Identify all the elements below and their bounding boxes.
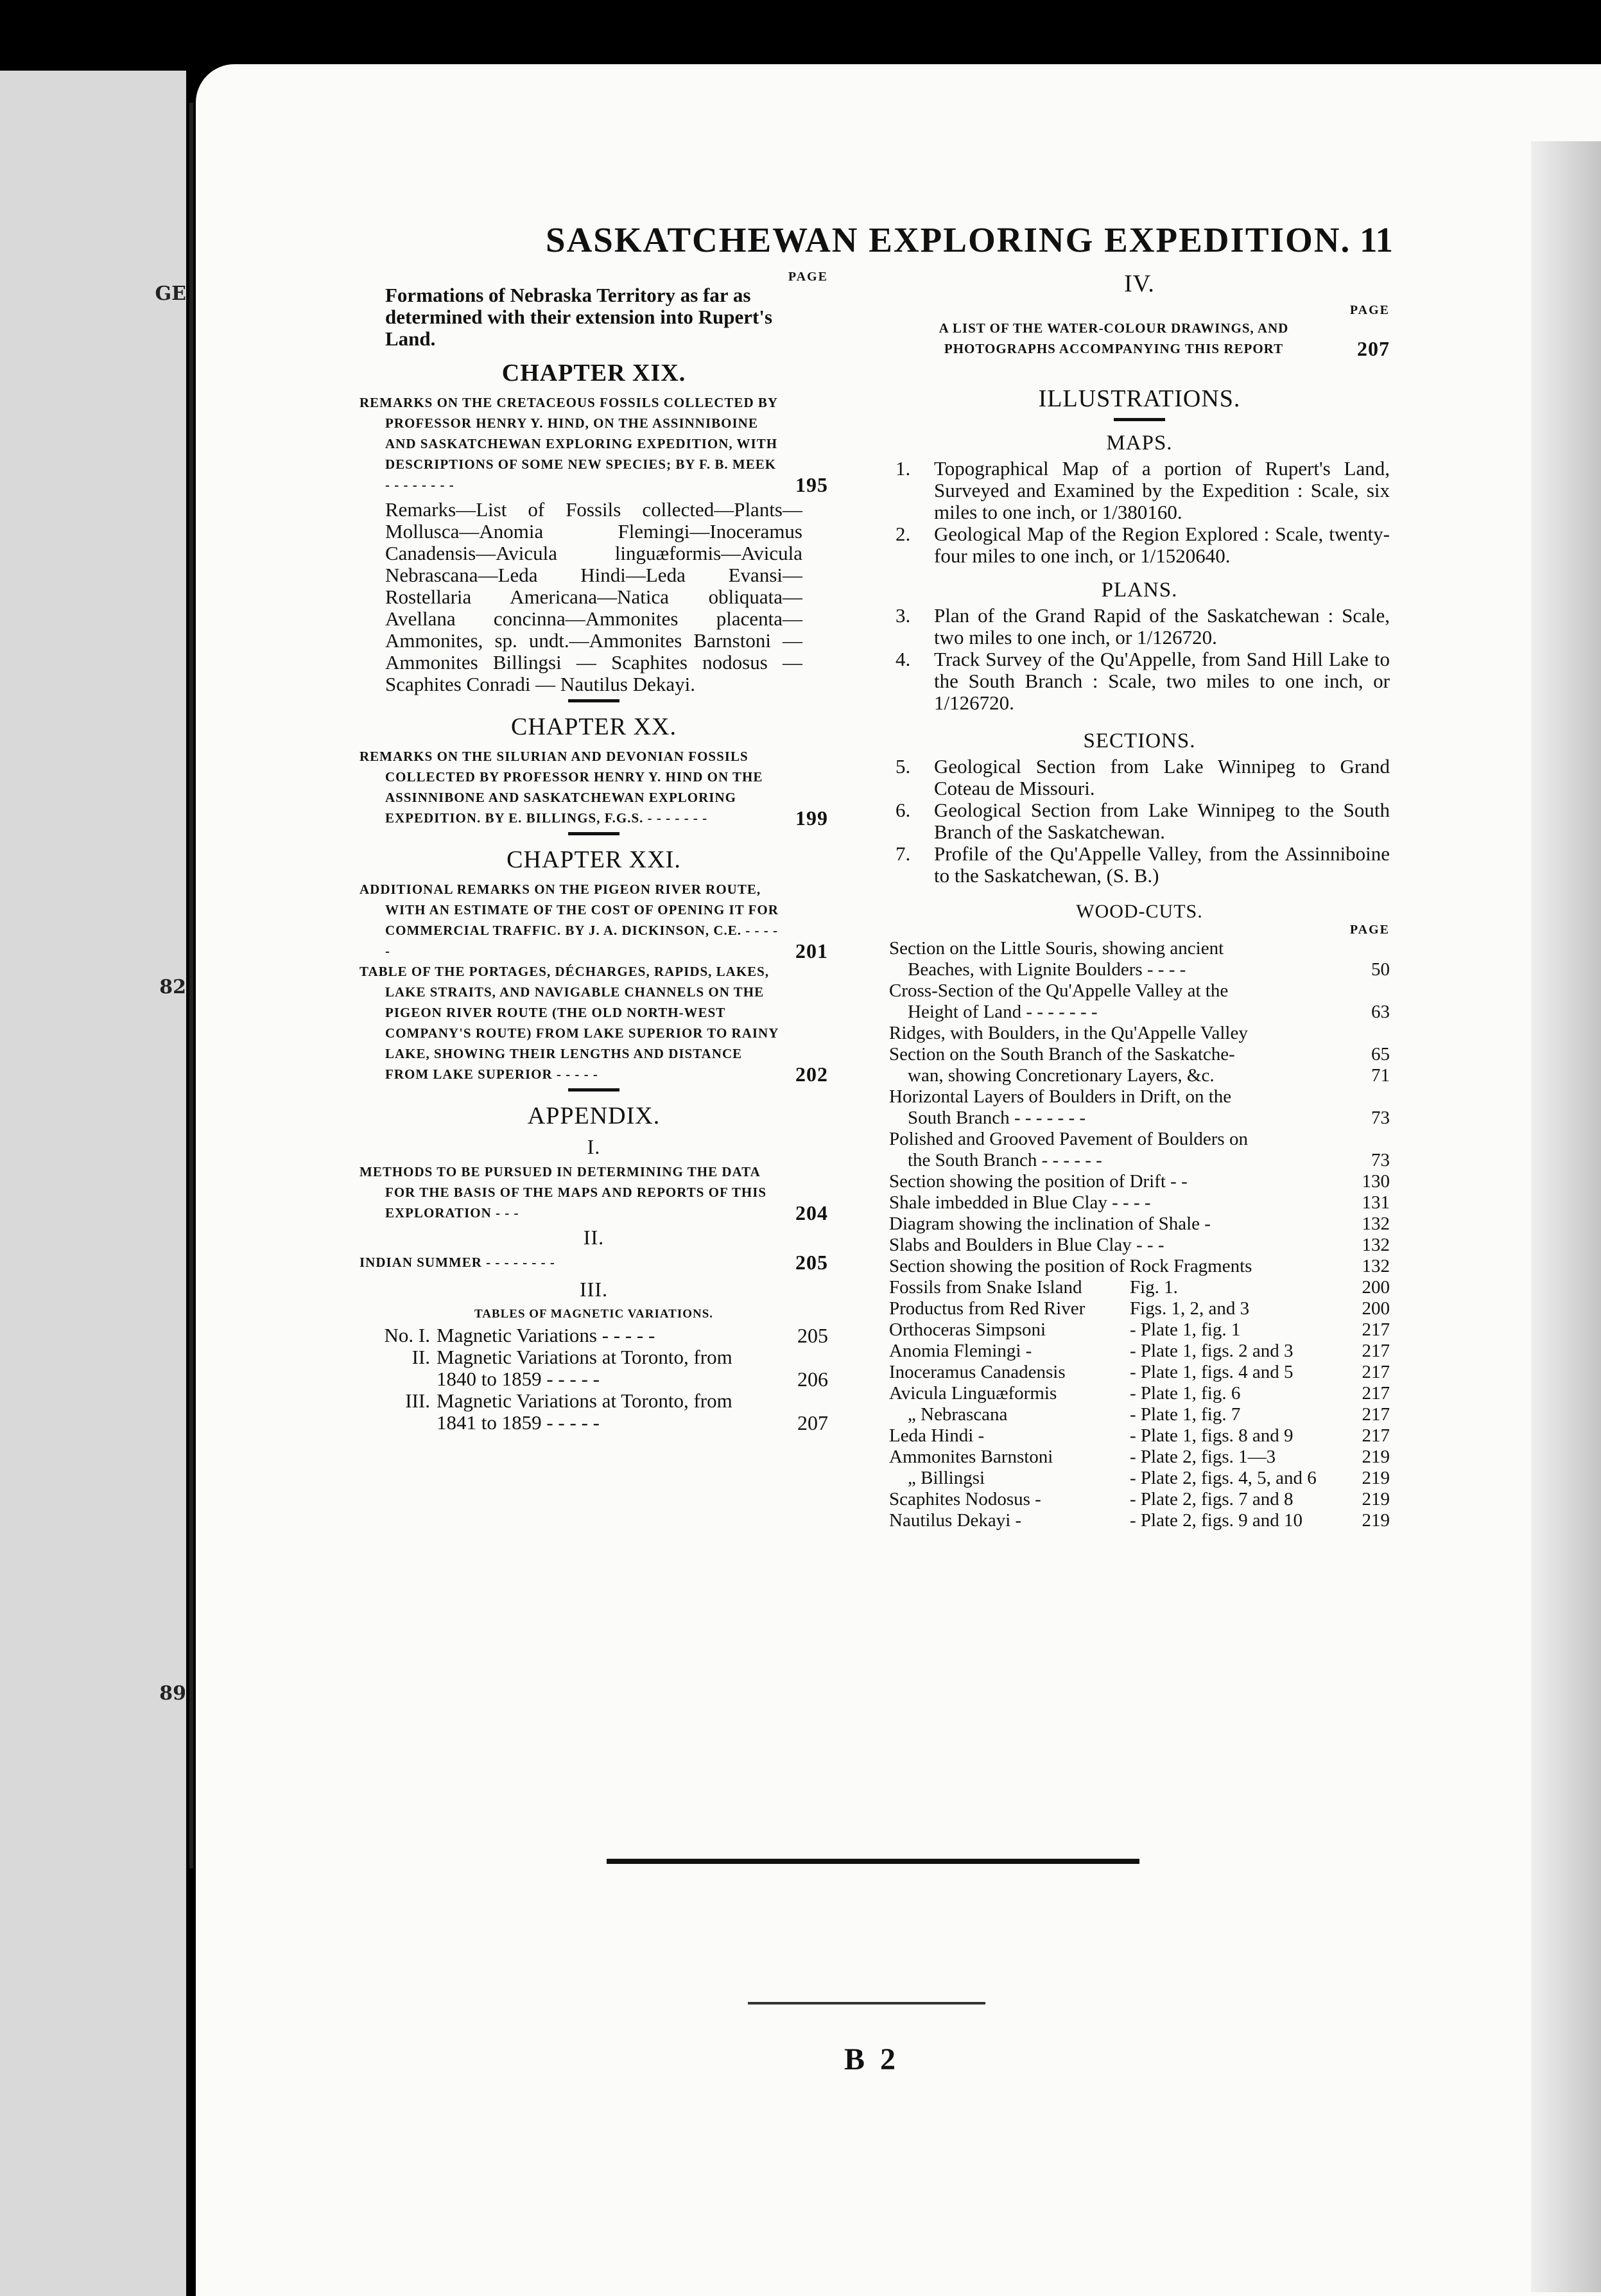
woodcut-figure-ref: - Plate 2, figs. 4, 5, and 6 — [1130, 1468, 1317, 1488]
entry-page: 195 — [795, 473, 828, 496]
item-text: Plan of the Grand Rapid of the Saskatchewan : Scale, two miles to one inch, or 1/126720. — [934, 604, 1390, 648]
woodcut-title: Height of Land - - - - - - - — [889, 1002, 1098, 1022]
woodcut-figure-ref: Figs. 1, 2, and 3 — [1130, 1298, 1250, 1319]
woodcut-row — [889, 1128, 1390, 1149]
appendix-ii-entry — [359, 1252, 828, 1273]
woodcut-row — [889, 1361, 1390, 1382]
entry-text: METHODS TO BE PURSUED IN DETERMINING THE DATA FOR THE BASIS OF THE MAPS AND REPORTS OF THIS EXPLORATION - - - — [359, 1164, 767, 1221]
woodcut-figure-ref: - Plate 1, fig. 7 — [1130, 1404, 1241, 1425]
item-text: Geological Map of the Region Explored : Scale, twenty-four miles to one inch, or 1/1520640. — [934, 523, 1390, 567]
woodcut-row — [889, 1404, 1390, 1425]
woodcut-row — [889, 1467, 1390, 1488]
entry-page: 199 — [795, 806, 828, 830]
chapter-xix-title: CHAPTER XIX. — [501, 360, 686, 387]
woodcut-page: 219 — [1362, 1447, 1390, 1467]
entry-number: No. I. — [384, 1324, 430, 1346]
woodcut-row — [889, 1319, 1390, 1340]
woodcut-title: Section showing the position of Rock Fragments — [889, 1256, 1252, 1276]
item-text: Track Survey of the Qu'Appelle, from Sand Hill Lake to the South Branch : Scale, two miles to one inch, or 1/126720. — [934, 648, 1390, 714]
item-number: 3. — [896, 604, 911, 627]
woodcut-row — [889, 980, 1390, 1001]
left-page-fragment: GE — [155, 283, 186, 305]
running-title: SASKATCHEWAN EXPLORING EXPEDITION. — [546, 220, 1351, 259]
right-column — [889, 270, 1390, 1531]
plan-item — [889, 648, 1390, 714]
appendix-section-iii: III. — [580, 1278, 608, 1301]
woodcut-title: Orthoceras Simpsoni — [889, 1319, 1046, 1340]
section-iv-title: IV. — [1124, 270, 1155, 297]
woodcut-row — [889, 1488, 1390, 1509]
entry-page: 207 — [1357, 337, 1390, 360]
woodcut-title: Shale imbedded in Blue Clay - - - - — [889, 1192, 1151, 1213]
page-number: 11 — [1360, 220, 1393, 259]
woodcut-page: 65 — [1371, 1044, 1390, 1065]
woodcut-page: 217 — [1362, 1383, 1390, 1404]
entry-page: 207 — [797, 1411, 828, 1434]
item-number: 5. — [896, 755, 911, 778]
left-page-fragment: 82 — [159, 976, 186, 998]
woodcut-figure-ref: - Plate 2, figs. 9 and 10 — [1130, 1510, 1303, 1531]
item-text: Topographical Map of a portion of Rupert's Land, Surveyed and Examined by the Expedition : Scale, six miles to one inch, or 1/380160. — [934, 457, 1390, 523]
woodcut-page: 71 — [1371, 1065, 1390, 1086]
woodcuts-page-label: PAGE — [1349, 923, 1390, 937]
footer-rule — [748, 2002, 985, 2005]
entry-text: TABLE OF THE PORTAGES, DÉCHARGES, RAPIDS, LAKES, LAKE STRAITS, AND NAVIGABLE CHANNELS ON THE PIGEON RIVER ROUTE (THE OLD NORTH-WEST COMPANY'S ROUTE) FROM LAKE SUPERIOR TO RAINY LAKE, SHOWING THEIR LENGTHS AND DISTANCE FROM LAKE SUPERIOR - - - - - — [359, 964, 779, 1082]
woodcut-title: Anomia Flemingi - — [889, 1341, 1032, 1361]
page-label: PAGE — [788, 270, 828, 284]
woodcut-row — [889, 937, 1390, 959]
section-rule — [568, 1088, 619, 1091]
woodcut-row — [889, 1382, 1390, 1404]
appendix-section-ii: II. — [583, 1226, 605, 1249]
woodcut-row — [889, 1234, 1390, 1255]
page-label: PAGE — [1349, 303, 1390, 317]
appendix-iii-subtitle: TABLES OF MAGNETIC VARIATIONS. — [474, 1307, 714, 1321]
maps-title: MAPS. — [1106, 431, 1173, 455]
entry-number: II. — [411, 1346, 430, 1368]
entry-text: Magnetic Variations at Toronto, from 1840 to 1859 - - - - - — [437, 1346, 732, 1390]
woodcut-row — [889, 1192, 1390, 1213]
section-rule — [568, 832, 619, 835]
chapter-xxi-entry-1 — [359, 879, 828, 961]
chapter-xix-remarks: Remarks—List of Fossils collected—Plants—Mollusca—Anomia Flemingi—Inoceramus Canadensis—Avicula linguæformis—Avicula Nebrascana—Leda Hindi—Leda Evansi—Rostellaria Americana—Natica obliquata—Avellana concinna—Ammonites placenta—Ammonites, sp. undt.—Ammonites Barnstoni — Ammonites Billingsi — Scaphites nodosus — Scaphites Conradi — Nautilus Dekayi. — [385, 498, 802, 695]
chapter-xxi-title: CHAPTER XXI. — [506, 846, 681, 873]
magnetic-variation-entry — [359, 1346, 828, 1390]
chapter-xx-entry — [359, 746, 828, 828]
woodcut-row — [889, 1446, 1390, 1467]
plans-list — [889, 605, 1390, 714]
item-text: Geological Section from Lake Winnipeg to Grand Coteau de Missouri. — [934, 755, 1390, 799]
woodcut-page: 132 — [1362, 1235, 1390, 1255]
item-number: 2. — [896, 523, 911, 545]
woodcut-title: Fossils from Snake Island — [889, 1277, 1082, 1298]
section-iv-entry — [889, 318, 1390, 359]
woodcut-title: Section on the Little Souris, showing ancient — [889, 938, 1224, 959]
woodcut-title: Nautilus Dekayi - — [889, 1510, 1022, 1531]
item-text: Profile of the Qu'Appelle Valley, from the Assinniboine to the Saskatchewan, (S. B.) — [934, 842, 1390, 887]
woodcut-page: 130 — [1362, 1171, 1390, 1192]
woodcut-title: Ammonites Barnstoni — [889, 1447, 1053, 1467]
entry-text: INDIAN SUMMER - - - - - - - - — [359, 1255, 555, 1270]
map-item — [889, 458, 1390, 523]
item-number: 4. — [896, 648, 911, 670]
section-rule — [568, 699, 619, 702]
woodcut-figure-ref: - Plate 1, fig. 1 — [1130, 1319, 1241, 1340]
entry-page: 202 — [795, 1063, 828, 1086]
magnetic-variations-list — [359, 1325, 828, 1434]
entry-page: 205 — [797, 1324, 828, 1347]
woodcut-figure-ref: - Plate 1, fig. 6 — [1130, 1383, 1241, 1404]
woodcut-page: 219 — [1362, 1489, 1390, 1509]
woodcut-row — [889, 1255, 1390, 1276]
woodcut-title: Avicula Linguæformis — [889, 1383, 1057, 1404]
woodcut-figure-ref: - Plate 1, figs. 2 and 3 — [1130, 1341, 1294, 1361]
woodcut-title: Polished and Grooved Pavement of Boulders on — [889, 1129, 1248, 1149]
woodcut-page: 132 — [1362, 1256, 1390, 1276]
woodcut-figure-ref: - Plate 1, figs. 8 and 9 — [1130, 1425, 1294, 1446]
woodcut-figure-ref: - Plate 2, figs. 7 and 8 — [1130, 1489, 1294, 1509]
woodcut-row — [889, 1425, 1390, 1446]
woodcut-title: Horizontal Layers of Boulders in Drift, on the — [889, 1086, 1232, 1107]
left-column — [359, 270, 828, 1434]
woodcut-page: 217 — [1362, 1404, 1390, 1425]
illustrations-title: ILLUSTRATIONS. — [1038, 385, 1241, 412]
woodcut-row — [889, 959, 1390, 980]
woodcut-row — [889, 1170, 1390, 1192]
woodcut-row — [889, 1340, 1390, 1361]
woodcut-row — [889, 1298, 1390, 1319]
section-item — [889, 799, 1390, 843]
item-text: Geological Section from Lake Winnipeg to the South Branch of the Saskatchewan. — [934, 799, 1390, 843]
woodcut-title: wan, showing Concretionary Layers, &c. — [889, 1065, 1215, 1086]
woodcut-row — [889, 1149, 1390, 1170]
sections-title: SECTIONS. — [1083, 729, 1196, 752]
woodcut-title: Ridges, with Boulders, in the Qu'Appelle Valley — [889, 1023, 1248, 1043]
woodcut-page: 219 — [1362, 1468, 1390, 1488]
woodcut-page: 200 — [1362, 1298, 1390, 1319]
woodcut-page: 219 — [1362, 1510, 1390, 1531]
running-header — [340, 220, 1393, 265]
item-number: 6. — [896, 799, 911, 821]
left-page-fragment: 89 — [159, 1682, 186, 1705]
woodcut-row — [889, 1001, 1390, 1022]
woodcut-title: Beaches, with Lignite Boulders - - - - — [889, 959, 1186, 980]
appendix-section-i: I. — [587, 1135, 601, 1158]
woodcut-figure-ref: Fig. 1. — [1130, 1277, 1178, 1298]
section-item — [889, 843, 1390, 887]
magnetic-variation-entry — [359, 1390, 828, 1434]
woodcut-title: the South Branch - - - - - - — [889, 1150, 1102, 1170]
item-number: 1. — [896, 457, 911, 480]
woodcut-title: Slabs and Boulders in Blue Clay - - - — [889, 1235, 1164, 1255]
woodcuts-list — [889, 937, 1390, 1531]
maps-list — [889, 458, 1390, 567]
chapter-xix-entry — [359, 392, 828, 495]
entry-text: REMARKS ON THE SILURIAN AND DEVONIAN FOSSILS COLLECTED BY PROFESSOR HENRY Y. HIND ON THE ASSINNIBONE AND SASKATCHEWAN EXPLORING EXPEDITION. BY E. BILLINGS, F.G.S. - - - - - - - — [359, 749, 763, 826]
woodcut-figure-ref: - Plate 2, figs. 1—3 — [1130, 1447, 1276, 1467]
page-edge-shadow — [1531, 141, 1601, 2292]
woodcut-page: 217 — [1362, 1319, 1390, 1340]
entry-text: A LIST OF THE WATER-COLOUR DRAWINGS, AND PHOTOGRAPHS ACCOMPANYING THIS REPORT — [939, 320, 1289, 356]
woodcut-title: Leda Hindi - — [889, 1425, 985, 1446]
woodcut-row — [889, 1065, 1390, 1086]
woodcut-row — [889, 1213, 1390, 1234]
closing-rule — [607, 1859, 1139, 1864]
woodcut-title: „ Billingsi — [889, 1468, 985, 1488]
woodcut-page: 73 — [1371, 1108, 1390, 1128]
woodcut-page: 217 — [1362, 1341, 1390, 1361]
woodcut-row — [889, 1022, 1390, 1043]
section-item — [889, 756, 1390, 799]
woodcut-title: „ Nebrascana — [889, 1404, 1008, 1425]
woodcut-title: Section showing the position of Drift - - — [889, 1171, 1188, 1192]
item-number: 7. — [896, 842, 911, 865]
woodcut-row — [889, 1043, 1390, 1065]
intro-entry: Formations of Nebraska Territory as far as determined with their extension into Rupert's Land. — [385, 284, 773, 350]
plans-title: PLANS. — [1101, 578, 1178, 602]
woodcut-title: Inoceramus Canadensis — [889, 1362, 1066, 1382]
appendix-i-entry — [359, 1161, 828, 1223]
woodcut-row — [889, 1086, 1390, 1107]
magnetic-variation-entry — [359, 1325, 828, 1346]
map-item — [889, 523, 1390, 567]
entry-page: 206 — [797, 1368, 828, 1391]
chapter-xxi-entry-2 — [359, 961, 828, 1084]
entry-page: 204 — [795, 1201, 828, 1224]
woodcut-page: 131 — [1362, 1192, 1390, 1213]
left-page-edge — [0, 71, 186, 2296]
entry-number: III. — [405, 1389, 430, 1412]
woodcut-row — [889, 1107, 1390, 1128]
entry-page: 201 — [795, 939, 828, 962]
woodcut-row — [889, 1276, 1390, 1298]
appendix-title: APPENDIX. — [527, 1102, 661, 1129]
plan-item — [889, 605, 1390, 648]
signature-mark: B 2 — [844, 2042, 900, 2076]
woodcut-title: Scaphites Nodosus - — [889, 1489, 1041, 1509]
woodcut-page: 132 — [1362, 1213, 1390, 1234]
entry-text: Magnetic Variations - - - - - — [437, 1324, 655, 1346]
entry-page: 205 — [795, 1251, 828, 1274]
woodcut-page: 73 — [1371, 1150, 1390, 1170]
woodcut-figure-ref: - Plate 1, figs. 4 and 5 — [1130, 1362, 1294, 1382]
woodcut-title: Cross-Section of the Qu'Appelle Valley at the — [889, 980, 1229, 1001]
woodcut-page: 200 — [1362, 1277, 1390, 1298]
gutter-line — [189, 103, 193, 1868]
section-rule — [1114, 418, 1165, 421]
woodcut-page: 50 — [1371, 959, 1390, 980]
woodcuts-title: WOOD-CUTS. — [1076, 901, 1203, 922]
woodcut-row — [889, 1509, 1390, 1531]
entry-text: ADDITIONAL REMARKS ON THE PIGEON RIVER ROUTE, WITH AN ESTIMATE OF THE COST OF OPENING IT FOR COMMERCIAL TRAFFIC. BY J. A. DICKINSON, C.E. - - - - - — [359, 882, 779, 959]
woodcut-title: Section on the South Branch of the Saskatche- — [889, 1044, 1235, 1065]
woodcut-title: Diagram showing the inclination of Shale - — [889, 1213, 1211, 1234]
woodcut-page: 63 — [1371, 1002, 1390, 1022]
woodcut-page: 217 — [1362, 1362, 1390, 1382]
woodcut-title: Productus from Red River — [889, 1298, 1086, 1319]
chapter-xx-title: CHAPTER XX. — [510, 713, 677, 740]
sections-list — [889, 756, 1390, 887]
woodcut-page: 217 — [1362, 1425, 1390, 1446]
woodcut-title: South Branch - - - - - - - — [889, 1108, 1086, 1128]
entry-text: REMARKS ON THE CRETACEOUS FOSSILS COLLECTED BY PROFESSOR HENRY Y. HIND, ON THE ASSINNIBOINE AND SASKATCHEWAN EXPLORING EXPEDITION, WITH DESCRIPTIONS OF SOME NEW SPECIES; BY F. B. MEEK - - - - - - - - — [359, 395, 778, 492]
entry-text: Magnetic Variations at Toronto, from 1841 to 1859 - - - - - — [437, 1389, 732, 1434]
